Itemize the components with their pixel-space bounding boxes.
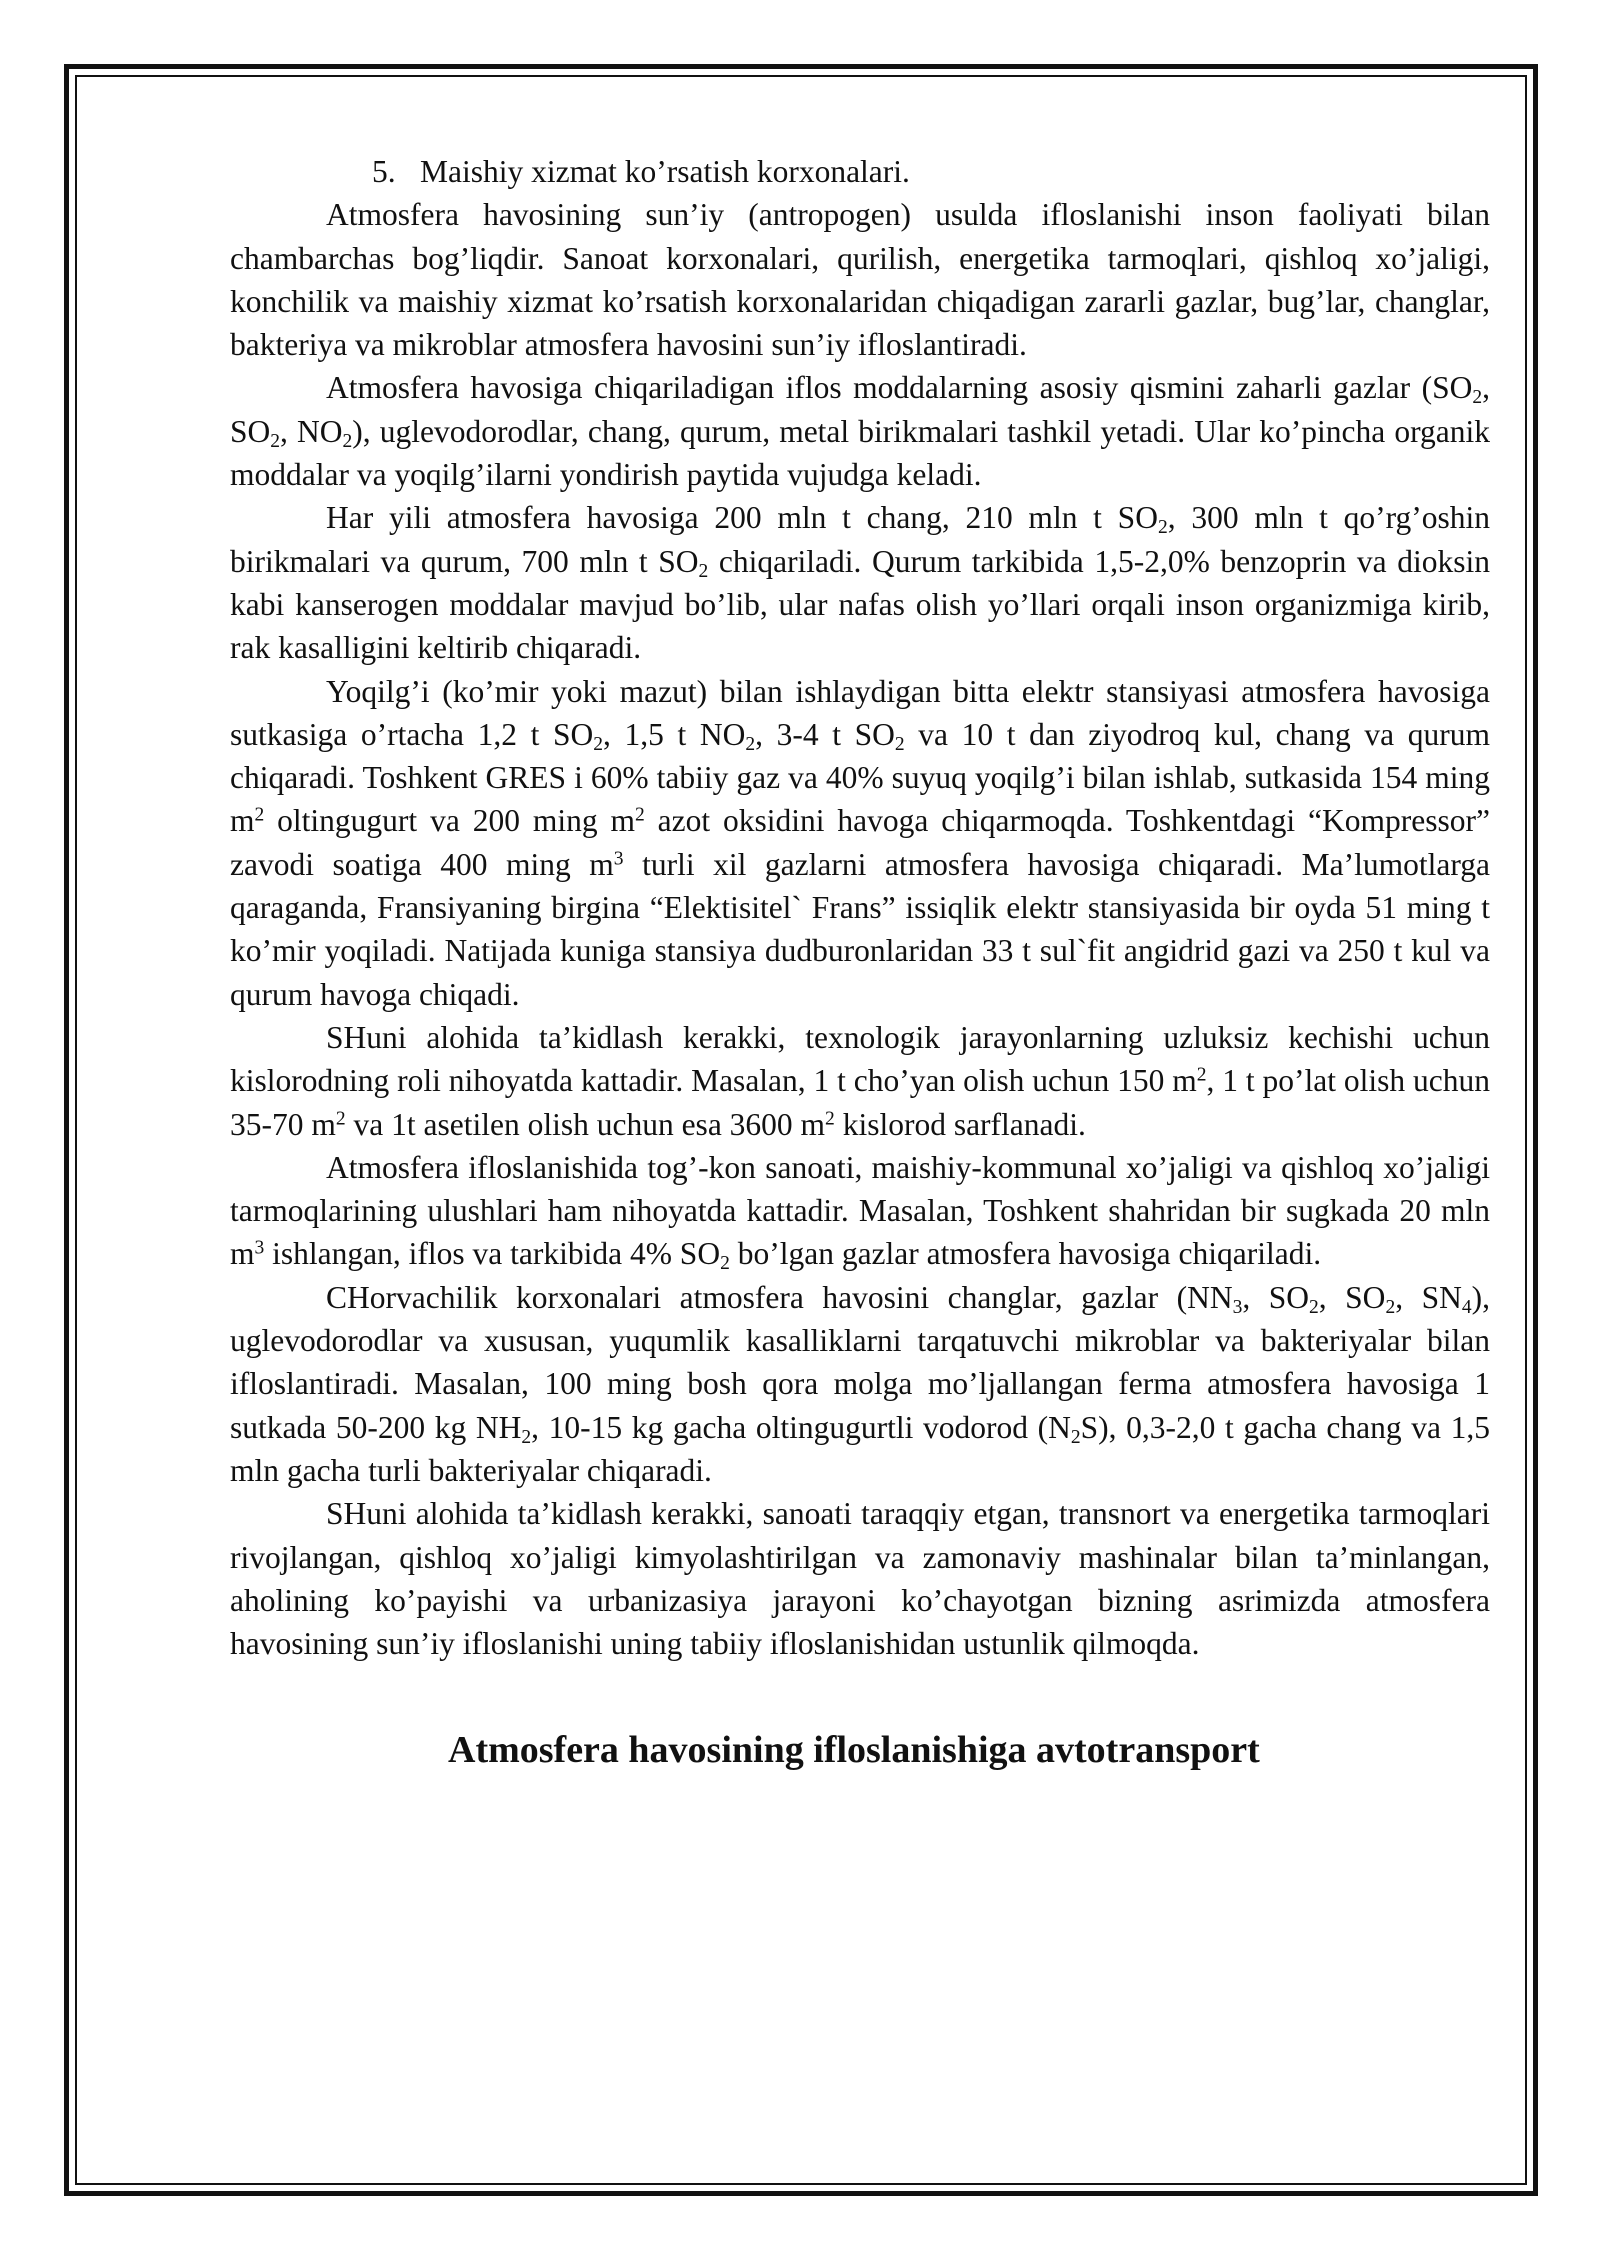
list-number: 5. bbox=[372, 154, 396, 189]
superscript: 3 bbox=[613, 848, 624, 870]
subscript: 2 bbox=[1070, 1426, 1081, 1448]
paragraph: CHorvachilik korxonalari atmosfera havosini changlar, gazlar ($NN_3$, $SO_2$, $SO_2$, $SN_4$), uglevodorodlar va xususan, yuqumlik kasalliklarni tarqatuvchi mikroblar va bakteriyalar bilan ifloslantiradi. Masalan, 100 ming bosh qora molga mo’ljallangan ferma atmosfera havosiga 1 sutkada 50-200 kg $NH_2$, 10-15 kg gacha oltingugurtli vodorod $(N_2S)$, 0,3-2,0 t gacha chang va 1,5 mln gacha turli bakteriyalar chiqaradi. bbox=[230, 1279, 1490, 1488]
subscript: 2 bbox=[1309, 1296, 1319, 1318]
list-text: Maishiy xizmat ko’rsatish korxonalari. bbox=[420, 154, 910, 189]
document-body bbox=[230, 150, 1490, 1775]
superscript: 2 bbox=[254, 804, 265, 826]
paragraphs-container bbox=[230, 193, 1490, 1665]
subscript: 2 bbox=[745, 733, 756, 755]
superscript: 3 bbox=[254, 1237, 265, 1259]
subscript: 2 bbox=[1385, 1296, 1396, 1318]
subscript: 2 bbox=[521, 1426, 532, 1448]
paragraph: SHuni alohida ta’kidlash kerakki, texnologik jarayonlarning uzluksiz kechishi uchun kislorodning roli nihoyatda kattadir. Masalan, 1 t cho’yan olish uchun 150 $m^2$, 1 t po’lat olish uchun 35-70 $m^2$ va 1t asetilen olish uchun esa 3600 $m^2$ kislorod sarflanadi. bbox=[230, 1019, 1490, 1142]
subscript: 2 bbox=[894, 733, 905, 755]
paragraph: Atmosfera ifloslanishida tog’-kon sanoati, maishiy-kommunal xo’jaligi va qishloq xo’jaligi tarmoqlarining ulushlari ham nihoyatda kattadir. Masalan, Toshkent shahridan bir sugkada 20 mln $m^3$ ishlangan, iflos va tarkibida 4% $SO_2$ bo’lgan gazlar atmosfera havosiga chiqariladi. bbox=[230, 1149, 1490, 1275]
superscript: 2 bbox=[1196, 1064, 1207, 1086]
superscript: 2 bbox=[825, 1107, 835, 1129]
subscript: 4 bbox=[1461, 1296, 1472, 1318]
subscript: 2 bbox=[1157, 517, 1168, 539]
superscript: 2 bbox=[634, 804, 645, 826]
subscript: 3 bbox=[1232, 1296, 1243, 1318]
section-heading: Atmosfera havosining ifloslanishiga avtotransport bbox=[448, 1729, 1260, 1772]
list-item bbox=[230, 150, 1490, 193]
paragraph: Har yili atmosfera havosiga 200 mln t chang, 210 mln t $SO_2$, 300 mln t qo’rg’oshin birikmalari va qurum, 700 mln t $SO_2$ chiqariladi. Qurum tarkibida 1,5-2,0% benzoprin va dioksin kabi kanserogen moddalar mavjud bo’lib, ular nafas olish yo’llari orqali inson organizmiga kirib, rak kasalligini keltirib chiqaradi. bbox=[230, 500, 1490, 666]
subscript: 2 bbox=[593, 733, 604, 755]
subscript: 2 bbox=[720, 1253, 730, 1275]
subscript: 2 bbox=[270, 430, 281, 452]
paragraph: SHuni alohida ta’kidlash kerakki, sanoati taraqqiy etgan, transnort va energetika tarmoqlari rivojlangan, qishloq xo’jaligi kimyolashtirilgan va zamonaviy mashinalar bilan ta’minlangan, aholining ko’payishi va urbanizasiya jarayoni ko’chayotgan bizning asrimizda atmosfera havosining sun’iy ifloslanishi uning tabiiy ifloslanishidan ustunlik qilmoqda. bbox=[230, 1496, 1490, 1662]
subscript: 2 bbox=[698, 560, 709, 582]
subscript: 2 bbox=[342, 430, 353, 452]
paragraph: Atmosfera havosiga chiqariladigan iflos moddalarning asosiy qismini zaharli gazlar ($SO_2$, $SO_2$, $NO_2$), uglevodorodlar, chang, qurum, metal birikmalari tashkil yetadi. Ular ko’pincha organik moddalar va yoqilg’ilarni yondirish paytida vujudga keladi. bbox=[230, 370, 1490, 493]
subscript: 2 bbox=[1472, 387, 1483, 409]
superscript: 2 bbox=[335, 1107, 346, 1129]
paragraph: Yoqilg’i (ko’mir yoki mazut) bilan ishlaydigan bitta elektr stansiyasi atmosfera havosiga sutkasiga o’rtacha 1,2 t $SO_2$, 1,5 t $NO_2$, 3-4 t $SO_2$ va 10 t dan ziyodroq kul, chang va qurum chiqaradi. Toshkent GRES i 60% tabiiy gaz va 40% suyuq yoqilg’i bilan ishlab, sutkasida 154 ming $m^2$ oltingugurt va 200 ming $m^2$ azot oksidini havoga chiqarmoqda. Toshkentdagi “Kompressor” zavodi soatiga 400 ming $m^3$ turli xil gazlarni atmosfera havosiga chiqaradi. Ma’lumotlarga qaraganda, Fransiyaning birgina “Elektisitel` Frans” issiqlik elektr stansiyasida bir oyda 51 ming t ko’mir yoqiladi. Natijada kuniga stansiya dudburonlaridan 33 t sul`fit angidrid gazi va 250 t kul va qurum havoga chiqadi. bbox=[230, 673, 1491, 1012]
paragraph: Atmosfera havosining sun’iy (antropogen) usulda ifloslanishi inson faoliyati bilan chambarchas bog’liqdir. Sanoat korxonalari, qurilish, energetika tarmoqlari, qishloq xo’jaligi, konchilik va maishiy xizmat ko’rsatish korxonalaridan chiqadigan zararli gazlar, bug’lar, changlar, bakteriya va mikroblar atmosfera havosini sun’iy ifloslantiradi. bbox=[230, 197, 1490, 363]
